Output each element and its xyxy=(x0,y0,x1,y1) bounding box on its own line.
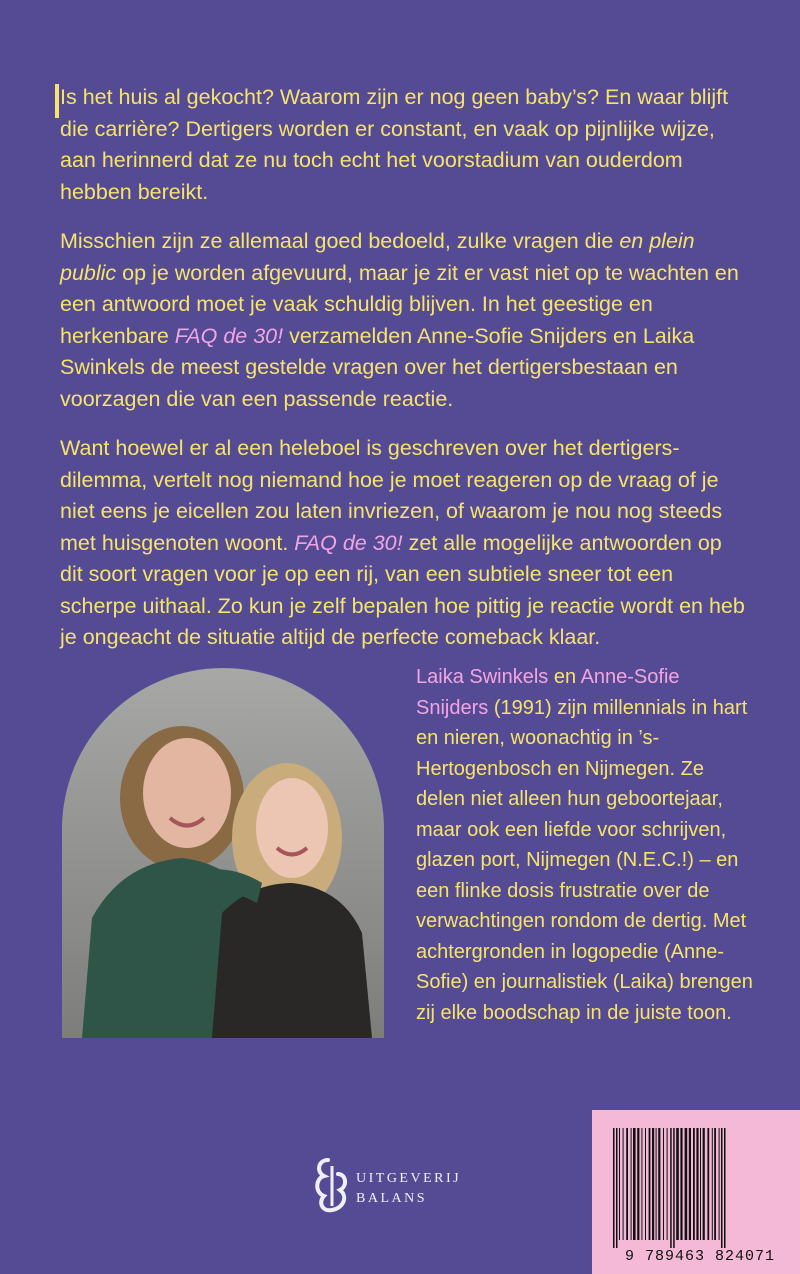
barcode-bar xyxy=(685,1128,688,1240)
barcode-bar xyxy=(652,1128,654,1240)
barcode-bar xyxy=(693,1128,695,1240)
barcode-bar xyxy=(707,1128,709,1240)
author-photo xyxy=(62,668,384,1038)
blurb-text xyxy=(60,82,750,672)
barcode-bar xyxy=(663,1128,664,1240)
dropcap-bar xyxy=(55,84,59,118)
blurb-paragraph-1 xyxy=(60,82,750,208)
barcode-bar xyxy=(623,1128,624,1240)
barcode-bar xyxy=(656,1128,657,1240)
barcode-bar xyxy=(633,1128,636,1240)
barcode-area xyxy=(592,1110,800,1274)
publisher-name-line1: UITGEVERIJ xyxy=(356,1171,462,1186)
blurb-p2-text-e: verzamelden Anne-Sofie Snijders en Laika Swinkels de meest gestelde vragen over het dertigersbestaan en voorzagen die van een passende reactie. xyxy=(60,323,695,411)
barcode-bar xyxy=(616,1128,618,1248)
author-name-anne-sofie: Anne-Sofie Snijders xyxy=(416,666,680,719)
author-bio xyxy=(416,662,756,1028)
blurb-p2-text-c: op je worden afgevuurd, maar je zit er vast niet op te wachten en een antwoord moet je vaak schuldig blijven. In het geestige en herkenbare xyxy=(60,260,739,348)
barcode-bar xyxy=(658,1128,660,1240)
barcode-bar xyxy=(637,1128,639,1240)
barcode-bar xyxy=(667,1128,668,1240)
author-photo-illustration xyxy=(62,668,384,1038)
author-name-laika: Laika Swinkels xyxy=(416,666,549,688)
barcode-bar xyxy=(721,1128,723,1248)
barcode-bar xyxy=(714,1128,716,1240)
book-title-mention: FAQ de 30! xyxy=(294,530,403,555)
barcode-bar xyxy=(645,1128,646,1240)
barcode-bar xyxy=(724,1128,726,1248)
barcode-bar xyxy=(673,1128,675,1248)
blurb-p1-text: Is het huis al gekocht? Waarom zijn er nog geen baby’s? En waar blijft die carrière? Dertigers worden er constant, en vaak op pijnlijke wijze, aan herinnerd dat ze nu toch echt het voorstadium van ouderdom hebben bereikt. xyxy=(60,85,729,204)
isbn-number: 9 789463 824071 xyxy=(624,1248,776,1265)
blurb-p3-text-a: Want hoewel er al een heleboel is geschreven over het dertigersdilemma, vertelt nog niemand hoe je moet reageren op de vraag of je niet eens je eicellen zou laten invriezen, of waarom je nou nog steeds met huisgenoten woont. xyxy=(60,436,723,555)
barcode-bar xyxy=(619,1128,620,1240)
barcode-bar xyxy=(676,1128,679,1240)
barcode-bar xyxy=(719,1128,720,1240)
isbn-barcode xyxy=(609,1128,789,1248)
barcode-bar xyxy=(680,1128,682,1240)
barcode-bar xyxy=(670,1128,672,1248)
barcode-bar xyxy=(641,1128,642,1240)
publisher-mark-icon xyxy=(314,1156,352,1214)
barcode-bar xyxy=(703,1128,705,1240)
barcode-bar xyxy=(626,1128,628,1240)
blurb-paragraph-2 xyxy=(60,226,750,415)
bio-conjunction: en xyxy=(548,666,581,688)
blurb-p3-text-c: zet alle mogelijke antwoorden op dit soort vragen voor je op een rij, van een subtiele sneer tot een scherpe uithaal. Zo kun je zelf bepalen hoe pittig je reactie wordt en heb je ongeacht de situatie altijd de perfecte comeback klaar. xyxy=(60,530,745,649)
blurb-p2-italic: en plein public xyxy=(60,229,695,285)
book-title-mention: FAQ de 30! xyxy=(174,323,284,348)
barcode-bar xyxy=(613,1128,615,1248)
barcode-bar xyxy=(631,1128,632,1240)
blurb-p2-text-a: Misschien zijn ze allemaal goed bedoeld, zulke vragen die xyxy=(60,229,620,253)
publisher-logo xyxy=(314,1156,514,1216)
barcode-bar xyxy=(696,1128,698,1240)
barcode-bar xyxy=(700,1128,701,1240)
blurb-paragraph-3 xyxy=(60,433,750,654)
publisher-name-line2: BALANS xyxy=(356,1191,428,1206)
barcode-bar xyxy=(712,1128,713,1240)
barcode-bar xyxy=(689,1128,691,1240)
bio-text: (1991) zijn millennials in hart en nieren, woonachtig in ’s-Hertogenbosch en Nijmegen. Ze delen niet alleen hun geboortejaar, maar ook een liefde voor schrijven, glazen port, Nijmegen (N.E.C.!) – en een flinke dosis frustratie over de verwachtingen rondom de dertig. Met achtergronden in logopedie (Anne-Sofie) en journalistiek (Laika) brengen zij elke boodschap in de juiste toon. xyxy=(416,696,753,1024)
barcode-bar xyxy=(649,1128,651,1240)
